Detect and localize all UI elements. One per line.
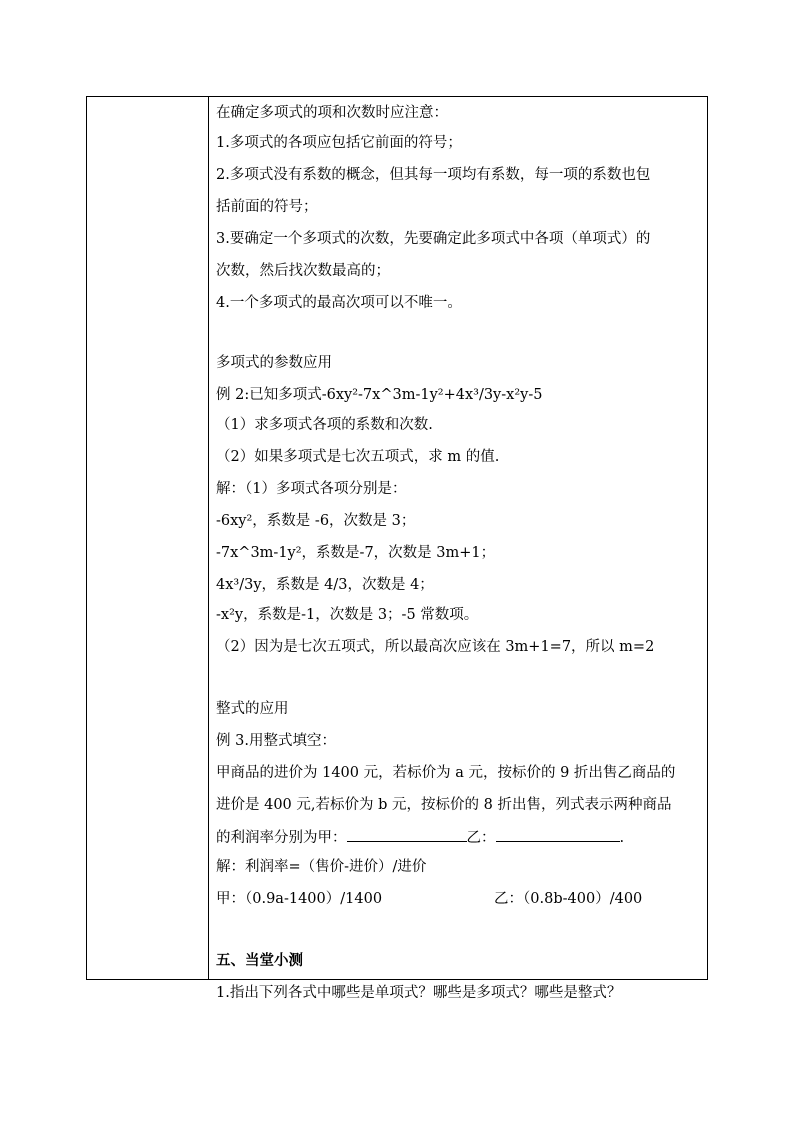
answer-line xyxy=(216,889,642,909)
lesson-table xyxy=(86,96,708,1001)
solution-part-2: （2）因为是七次五项式，所以最高次应该在 3m+1=7，所以 m=2 xyxy=(216,639,655,655)
answer-jia: 甲：（0.9a-1400）/1400 xyxy=(216,891,383,907)
answer-yi: 乙：（0.8b-400）/400 xyxy=(494,891,643,907)
example-2-statement: 例 2:已知多项式-6xy²-7x^3m-1y²+4x³/3y-x²y-5 xyxy=(216,387,543,403)
blank-yi[interactable] xyxy=(496,827,620,842)
example-2-question-2: （2）如果多项式是七次五项式，求 m 的值. xyxy=(216,449,500,465)
section-heading-apply: 整式的应用 xyxy=(216,701,289,717)
quiz-question-1: 1.指出下列各式中哪些是单项式？哪些是多项式？哪些是整式？ xyxy=(216,985,622,1001)
solution-term-4: -x²y，系数是-1，次数是 3；-5 常数项。 xyxy=(216,607,479,623)
blank-jia[interactable] xyxy=(347,827,467,842)
example-3-text-1: 甲商品的进价为 1400 元，若标价为 a 元，按标价的 9 折出售乙商品的 xyxy=(216,765,676,781)
section-heading-params: 多项式的参数应用 xyxy=(216,355,332,371)
fill-end: . xyxy=(619,830,625,846)
example-3-text-2: 进价是 400 元,若标价为 b 元，按标价的 8 折出售，列式表示两种商品 xyxy=(216,797,672,813)
section-heading-quiz: 五、当堂小测 xyxy=(216,952,303,969)
note-4: 4.一个多项式的最高次项可以不唯一。 xyxy=(216,295,462,311)
solution-intro: 解：（1）多项式各项分别是： xyxy=(216,481,407,497)
notes-intro: 在确定多项式的项和次数时应注意： xyxy=(216,105,448,121)
fill-prefix: 的利润率分别为甲： xyxy=(216,830,347,846)
note-3-line-2: 次数，然后找次数最高的； xyxy=(216,263,390,279)
solution-term-1: -6xy²，系数是 -6，次数是 3； xyxy=(216,513,416,529)
solution-term-2: -7x^3m-1y²，系数是-7，次数是 3m+1； xyxy=(216,545,496,561)
example-2-question-1: （1）求多项式各项的系数和次数. xyxy=(216,417,433,433)
left-column-cell xyxy=(87,97,208,979)
note-1: 1.多项式的各项应包括它前面的符号； xyxy=(216,135,462,151)
solution-term-3: 4x³/3y，系数是 4/3，次数是 4； xyxy=(216,577,434,593)
note-2-line-2: 括前面的符号； xyxy=(216,199,318,215)
fill-middle: 乙： xyxy=(466,830,496,846)
example-3-fill-line xyxy=(216,827,624,848)
note-3-line-1: 3.要确定一个多项式的次数，先要确定此多项式中各项（单项式）的 xyxy=(216,231,651,247)
example-3-title: 例 3.用整式填空： xyxy=(216,733,336,749)
profit-formula: 解：利润率=（售价-进价）/进价 xyxy=(216,859,427,875)
note-2-line-1: 2.多项式没有系数的概念，但其每一项均有系数，每一项的系数也包 xyxy=(216,167,651,183)
column-divider xyxy=(208,97,209,979)
